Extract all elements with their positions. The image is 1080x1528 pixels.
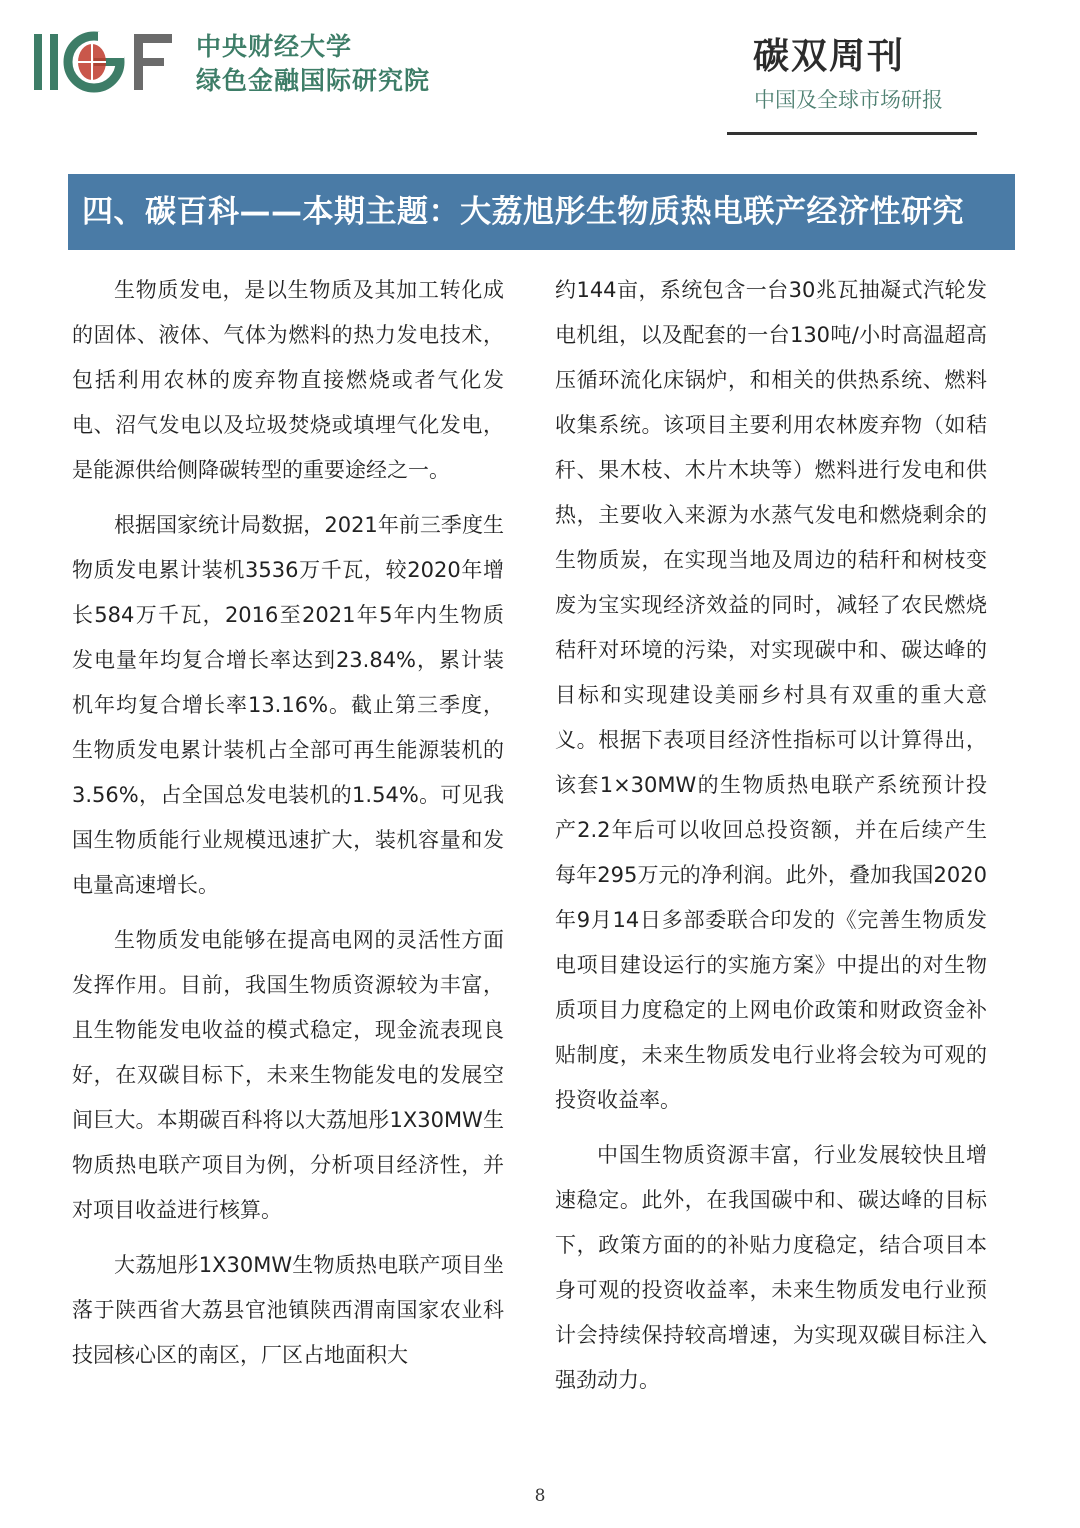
paragraph: 中国生物质资源丰富，行业发展较快且增速稳定。此外，在我国碳中和、碳达峰的目标下，政策方面的的补贴力度稳定，结合项目本身可观的投资收益率，未来生物质发电行业预计会持续保持较高增速，为实现双碳目标注入强劲动力。 (555, 1143, 987, 1392)
iigf-logo (34, 30, 178, 94)
org-name-line2: 绿色金融国际研究院 (196, 66, 431, 95)
section-title: 四、碳百科——本期主题：大荔旭彤生物质热电联产经济性研究 (68, 174, 1015, 250)
right-column (555, 268, 987, 1413)
org-name-line1: 中央财经大学 (196, 32, 353, 61)
page-number: 8 (534, 1486, 546, 1506)
publication-subtitle: 中国及全球市场研报 (754, 88, 943, 112)
publication-title: 碳双周刊 (753, 36, 906, 77)
publication-block (727, 24, 977, 135)
paragraph: 生物质发电，是以生物质及其加工转化成的固体、液体、气体为燃料的热力发电技术，包括利用农林的废弃物直接燃烧或者气化发电、沼气发电以及垃圾焚烧或填埋气化发电，是能源供给侧降碳转型的重要途经之一。 (72, 278, 504, 482)
paragraph: 生物质发电能够在提高电网的灵活性方面发挥作用。目前，我国生物质资源较为丰富，且生物能发电收益的模式稳定，现金流表现良好，在双碳目标下，未来生物能发电的发展空间巨大。本期碳百科将以大荔旭彤1X30MW生物质热电联产项目为例，分析项目经济性，并对项目收益进行核算。 (72, 928, 504, 1222)
page-header (0, 0, 1080, 150)
left-column (72, 268, 504, 1388)
organization-name (196, 30, 430, 98)
logo-text: IIGF (34, 30, 36, 31)
paragraph: 根据国家统计局数据，2021年前三季度生物质发电累计装机3536万千瓦，较2020年增长584万千瓦，2016至2021年5年内生物质发电量年均复合增长率达到23.84%，累计装机年均复合增长率13.16%。截止第三季度，生物质发电累计装机占全部可再生能源装机的3.56%，占全国总发电装机的1.54%。可见我国生物质能行业规模迅速扩大，装机容量和发电量高速增长。 (72, 513, 504, 897)
paragraph: 大荔旭彤1X30MW生物质热电联产项目坐落于陕西省大荔县官池镇陕西渭南国家农业科技园核心区的南区，厂区占地面积大 (72, 1253, 504, 1367)
paragraph-continuation: 约144亩，系统包含一台30兆瓦抽凝式汽轮发电机组，以及配套的一台130吨/小时高温超高压循环流化床锅炉，和相关的供热系统、燃料收集系统。该项目主要利用农林废弃物（如秸秆、果木枝、木片木块等）燃料进行发电和供热，主要收入来源为水蒸气发电和燃烧剩余的生物质炭，在实现当地及周边的秸秆和树枝变废为宝实现经济效益的同时，减轻了农民燃烧秸秆对环境的污染，对实现碳中和、碳达峰的目标和实现建设美丽乡村具有双重的重大意义。根据下表项目经济性指标可以计算得出，该套1×30MW的生物质热电联产系统预计投产2.2年后可以收回总投资额，并在后续产生每年295万元的净利润。此外，叠加我国2020年9月14日多部委联合印发的《完善生物质发电项目建设运行的实施方案》中提出的对生物质项目力度稳定的上网电价政策和财政资金补贴制度，未来生物质发电行业将会较为可观的投资收益率。 (555, 278, 987, 1112)
